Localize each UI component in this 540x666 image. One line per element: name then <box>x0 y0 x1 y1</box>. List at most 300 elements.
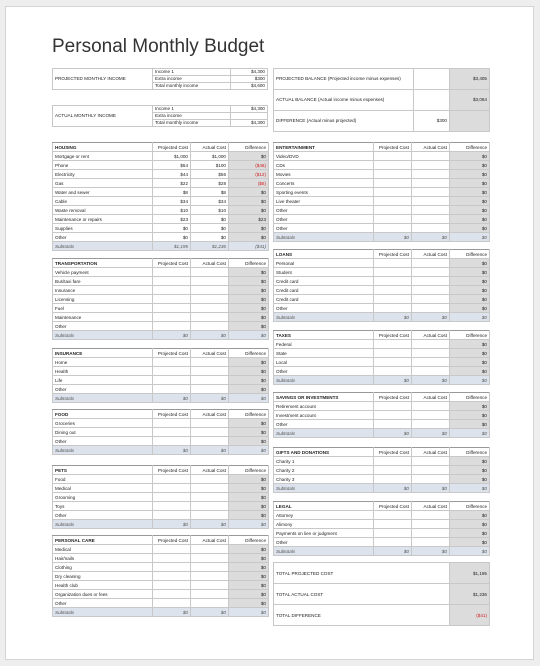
projected-cost-cell[interactable] <box>153 268 191 277</box>
projected-cost-cell[interactable]: $0 <box>153 224 191 233</box>
actual-cost-cell[interactable]: $56 <box>191 170 229 179</box>
balance-summary <box>273 68 490 132</box>
section-title: INSURANCE <box>53 349 153 358</box>
difference-cell: $0 <box>450 538 490 547</box>
summary-row-label: Total monthly income <box>153 120 231 127</box>
column-header: Difference <box>229 349 269 358</box>
actual-cost-cell[interactable] <box>412 170 450 179</box>
difference-cell: $0 <box>229 322 269 331</box>
item-label: Dining out <box>53 428 153 437</box>
subtotal-row <box>274 484 490 493</box>
projected-cost-cell[interactable]: $10 <box>153 206 191 215</box>
actual-cost-cell[interactable] <box>191 484 229 493</box>
projected-cost-cell[interactable] <box>153 502 191 511</box>
projected-cost-cell[interactable] <box>374 420 412 429</box>
projected-cost-cell[interactable] <box>153 277 191 286</box>
subtotal-value: $0 <box>412 233 450 242</box>
projected-cost-cell[interactable] <box>374 349 412 358</box>
actual-cost-cell[interactable] <box>412 511 450 520</box>
actual-cost-cell[interactable] <box>412 197 450 206</box>
projected-cost-cell[interactable] <box>374 402 412 411</box>
projected-cost-cell[interactable] <box>374 215 412 224</box>
actual-cost-cell[interactable]: $10 <box>191 206 229 215</box>
difference-value <box>450 111 490 132</box>
actual-cost-cell[interactable] <box>412 340 450 349</box>
projected-cost-cell[interactable] <box>374 206 412 215</box>
projected-cost-cell[interactable] <box>153 581 191 590</box>
subtotal-value: $0 <box>374 233 412 242</box>
difference-cell: $0 <box>450 340 490 349</box>
projected-cost-cell[interactable] <box>153 286 191 295</box>
item-label: Local <box>274 358 374 367</box>
column-header: Actual Cost <box>412 448 450 457</box>
subtotal-value: $0 <box>450 484 490 493</box>
actual-cost-cell[interactable] <box>191 286 229 295</box>
projected-cost-cell[interactable] <box>374 277 412 286</box>
projected-cost-cell[interactable] <box>374 457 412 466</box>
column-header: Difference <box>229 143 269 152</box>
column-header: Actual Cost <box>191 259 229 268</box>
subtotal-value: $0 <box>153 446 191 455</box>
summary-row-value[interactable]: $4,300 <box>231 69 268 76</box>
difference-cell: $0 <box>229 590 269 599</box>
subtotal-value: ($41) <box>229 242 269 251</box>
projected-cost-cell[interactable]: $23 <box>153 215 191 224</box>
projected-cost-cell[interactable] <box>374 304 412 313</box>
column-header: Difference <box>450 502 490 511</box>
table-row <box>274 152 490 161</box>
subtotal-label: Subtotals <box>53 394 153 403</box>
subtotal-value: $0 <box>450 429 490 438</box>
item-label: Other <box>274 215 374 224</box>
subtotal-value: $0 <box>229 608 269 617</box>
subtotal-label: Subtotals <box>53 608 153 617</box>
actual-cost-cell[interactable] <box>412 457 450 466</box>
projected-cost-cell[interactable] <box>374 529 412 538</box>
subtotal-label: Subtotals <box>53 331 153 340</box>
actual-cost-cell[interactable] <box>412 286 450 295</box>
actual-cost-cell[interactable] <box>412 402 450 411</box>
subtotal-label: Subtotals <box>53 520 153 529</box>
subtotal-value: $0 <box>374 429 412 438</box>
section-title: GIFTS AND DONATIONS <box>274 448 374 457</box>
projected-cost-cell[interactable]: $0 <box>153 233 191 242</box>
actual-cost-cell[interactable] <box>191 437 229 446</box>
summary-row-value[interactable] <box>231 113 268 120</box>
table-row <box>53 179 269 188</box>
table-row <box>53 484 269 493</box>
item-label: Credit card <box>274 295 374 304</box>
projected-cost-cell[interactable] <box>374 268 412 277</box>
actual-cost-cell[interactable]: $28 <box>191 179 229 188</box>
summary-row-value[interactable]: $4,300 <box>231 120 268 127</box>
actual-cost-cell[interactable] <box>191 295 229 304</box>
subtotal-value: $0 <box>229 331 269 340</box>
projected-cost-cell[interactable] <box>153 322 191 331</box>
table-row <box>53 224 269 233</box>
projected-cost-cell[interactable] <box>374 520 412 529</box>
column-header: Projected Cost <box>374 331 412 340</box>
page-title: Personal Monthly Budget <box>52 36 265 57</box>
projected-cost-cell[interactable] <box>153 554 191 563</box>
table-row <box>274 286 490 295</box>
table-row <box>274 277 490 286</box>
difference-cell: ($46) <box>229 161 269 170</box>
projected-cost-cell[interactable] <box>374 358 412 367</box>
actual-cost-cell[interactable] <box>412 224 450 233</box>
actual-cost-cell[interactable] <box>191 367 229 376</box>
table-row <box>53 511 269 520</box>
column-header: Difference <box>229 259 269 268</box>
difference-cell: $0 <box>229 286 269 295</box>
table-row <box>53 188 269 197</box>
projected-cost-cell[interactable] <box>153 367 191 376</box>
subtotal-value: $0 <box>450 233 490 242</box>
actual-cost-cell[interactable] <box>412 277 450 286</box>
item-label: Credit card <box>274 286 374 295</box>
difference-cell: $0 <box>450 466 490 475</box>
column-header: Projected Cost <box>153 259 191 268</box>
projected-cost-cell[interactable]: $44 <box>153 170 191 179</box>
item-label: Credit card <box>274 277 374 286</box>
column-header: Projected Cost <box>153 349 191 358</box>
item-label: CDs <box>274 161 374 170</box>
actual-cost-cell[interactable] <box>412 161 450 170</box>
item-label: Alimony <box>274 520 374 529</box>
difference-cell: $0 <box>450 457 490 466</box>
actual-cost-cell[interactable] <box>412 358 450 367</box>
projected-cost-cell[interactable] <box>374 538 412 547</box>
projected-cost-cell[interactable] <box>374 511 412 520</box>
actual-cost-cell[interactable] <box>191 268 229 277</box>
projected-cost-cell[interactable]: $1,000 <box>153 152 191 161</box>
totals-table <box>273 562 490 626</box>
projected-cost-cell[interactable] <box>153 376 191 385</box>
actual-cost-cell[interactable] <box>412 152 450 161</box>
table-row <box>274 520 490 529</box>
actual-cost-cell[interactable] <box>191 313 229 322</box>
subtotal-row <box>274 376 490 385</box>
actual-cost-cell[interactable] <box>191 376 229 385</box>
item-label: Maintenance <box>53 313 153 322</box>
projected-cost-cell[interactable] <box>153 572 191 581</box>
table-row <box>274 411 490 420</box>
item-label: Water and sewer <box>53 188 153 197</box>
actual-cost-cell[interactable] <box>412 304 450 313</box>
projected-cost-cell[interactable]: $8 <box>153 188 191 197</box>
column-header: Projected Cost <box>374 448 412 457</box>
column-header: Projected Cost <box>374 502 412 511</box>
projected-cost-cell[interactable] <box>374 224 412 233</box>
actual-cost-cell[interactable] <box>412 188 450 197</box>
actual-cost-cell[interactable] <box>191 511 229 520</box>
table-row <box>53 428 269 437</box>
actual-cost-cell[interactable]: $34 <box>191 197 229 206</box>
projected-cost-cell[interactable] <box>374 259 412 268</box>
table-row <box>53 322 269 331</box>
difference-cell: $0 <box>229 419 269 428</box>
actual-cost-cell[interactable] <box>412 179 450 188</box>
section-title: LEGAL <box>274 502 374 511</box>
item-label: Payments on lien or judgment <box>274 529 374 538</box>
projected-cost-cell[interactable] <box>374 466 412 475</box>
budget-section-table <box>273 501 490 556</box>
item-label: Grooming <box>53 493 153 502</box>
actual-cost-cell[interactable] <box>191 277 229 286</box>
table-row <box>53 376 269 385</box>
difference-cell: $0 <box>229 502 269 511</box>
item-label: Vehicle payment <box>53 268 153 277</box>
projected-cost-cell[interactable] <box>374 286 412 295</box>
column-header: Difference <box>450 393 490 402</box>
item-label: Other <box>53 511 153 520</box>
item-label: Organization dues or fees <box>53 590 153 599</box>
item-label: Other <box>53 233 153 242</box>
projected-cost-cell[interactable] <box>153 385 191 394</box>
item-label: Live theater <box>274 197 374 206</box>
summary-label: PROJECTED MONTHLY INCOME <box>53 69 153 90</box>
difference-cell: $0 <box>229 511 269 520</box>
column-header: Difference <box>450 448 490 457</box>
item-label: Supplies <box>53 224 153 233</box>
projected-cost-cell[interactable] <box>153 599 191 608</box>
table-row <box>53 493 269 502</box>
table-row <box>274 179 490 188</box>
actual-cost-cell[interactable] <box>412 411 450 420</box>
actual-cost-cell[interactable] <box>191 475 229 484</box>
projected-cost-cell[interactable] <box>374 188 412 197</box>
difference-cell: $0 <box>450 286 490 295</box>
item-label: Student <box>274 268 374 277</box>
actual-cost-cell[interactable] <box>191 428 229 437</box>
subtotal-value: $0 <box>412 313 450 322</box>
item-label: Other <box>53 437 153 446</box>
subtotal-label: Subtotals <box>53 446 153 455</box>
actual-balance-label: ACTUAL BALANCE (Actual income minus expenses) <box>274 90 414 111</box>
table-row <box>274 367 490 376</box>
subtotal-label: Subtotals <box>274 547 374 556</box>
item-label: Fuel <box>53 304 153 313</box>
table-row <box>274 161 490 170</box>
subtotal-label: Subtotals <box>274 233 374 242</box>
subtotal-value: $1,195 <box>153 242 191 251</box>
difference-cell: $0 <box>450 529 490 538</box>
column-header: Actual Cost <box>191 466 229 475</box>
item-label: Medical <box>53 484 153 493</box>
table-row <box>53 286 269 295</box>
table-row <box>53 385 269 394</box>
difference-cell: $0 <box>450 259 490 268</box>
difference-cell: $0 <box>450 206 490 215</box>
table-row <box>53 233 269 242</box>
actual-cost-cell[interactable] <box>191 502 229 511</box>
total-actual-label: TOTAL ACTUAL COST <box>274 584 450 605</box>
actual-cost-cell[interactable]: $0 <box>191 233 229 242</box>
projected-cost-cell[interactable] <box>153 295 191 304</box>
subtotal-value: $0 <box>374 484 412 493</box>
actual-cost-cell[interactable] <box>412 466 450 475</box>
difference-cell: $0 <box>450 161 490 170</box>
summary-row-value[interactable]: $4,300 <box>231 106 268 113</box>
projected-cost-cell[interactable]: $54 <box>153 161 191 170</box>
actual-cost-cell[interactable] <box>191 385 229 394</box>
table-row <box>53 545 269 554</box>
summary-row-value[interactable]: $4,600 <box>231 83 268 90</box>
actual-cost-cell[interactable] <box>191 554 229 563</box>
budget-section-table <box>52 142 269 251</box>
item-label: Home <box>53 358 153 367</box>
item-label: Licensing <box>53 295 153 304</box>
projected-cost-cell[interactable] <box>374 170 412 179</box>
subtotal-label: Subtotals <box>274 429 374 438</box>
table-row <box>274 466 490 475</box>
actual-cost-cell[interactable]: $1,000 <box>191 152 229 161</box>
subtotal-value: $0 <box>374 547 412 556</box>
projected-cost-cell[interactable] <box>153 475 191 484</box>
actual-cost-cell[interactable] <box>412 206 450 215</box>
projected-cost-cell[interactable] <box>153 313 191 322</box>
actual-cost-cell[interactable] <box>412 475 450 484</box>
table-row <box>53 367 269 376</box>
projected-cost-cell[interactable] <box>153 563 191 572</box>
column-header: Actual Cost <box>191 143 229 152</box>
actual-cost-cell[interactable] <box>191 572 229 581</box>
projected-cost-cell[interactable] <box>374 475 412 484</box>
actual-cost-cell[interactable]: $0 <box>191 215 229 224</box>
projected-cost-cell[interactable] <box>153 590 191 599</box>
projected-cost-cell[interactable] <box>374 367 412 376</box>
projected-cost-cell[interactable]: $34 <box>153 197 191 206</box>
actual-cost-cell[interactable] <box>191 419 229 428</box>
actual-cost-cell[interactable]: $100 <box>191 161 229 170</box>
actual-cost-cell[interactable] <box>412 538 450 547</box>
difference-cell: $0 <box>450 420 490 429</box>
actual-cost-cell[interactable] <box>412 529 450 538</box>
difference-cell: $0 <box>229 572 269 581</box>
actual-cost-cell[interactable] <box>412 349 450 358</box>
item-label: Groceries <box>53 419 153 428</box>
subtotal-value: $0 <box>191 520 229 529</box>
actual-income-summary <box>52 105 268 127</box>
table-row <box>53 475 269 484</box>
actual-cost-cell[interactable]: $0 <box>191 224 229 233</box>
actual-cost-cell[interactable] <box>191 358 229 367</box>
actual-cost-cell[interactable] <box>412 420 450 429</box>
table-row <box>274 402 490 411</box>
projected-cost-cell[interactable] <box>374 197 412 206</box>
actual-cost-cell[interactable] <box>191 590 229 599</box>
actual-cost-cell[interactable] <box>412 295 450 304</box>
actual-cost-cell[interactable] <box>412 367 450 376</box>
projected-cost-cell[interactable] <box>153 511 191 520</box>
column-header: Projected Cost <box>153 143 191 152</box>
table-row <box>53 197 269 206</box>
table-row <box>53 295 269 304</box>
projected-balance-label: PROJECTED BALANCE (Projected income minus expenses) <box>274 69 414 90</box>
projected-cost-cell[interactable] <box>153 419 191 428</box>
item-label: State <box>274 349 374 358</box>
actual-cost-cell[interactable] <box>191 563 229 572</box>
projected-cost-cell[interactable] <box>153 493 191 502</box>
subtotal-row <box>53 394 269 403</box>
subtotal-label: Subtotals <box>274 376 374 385</box>
difference-cell: $0 <box>229 545 269 554</box>
actual-cost-cell[interactable] <box>191 304 229 313</box>
column-header: Projected Cost <box>153 410 191 419</box>
projected-cost-cell[interactable] <box>153 358 191 367</box>
difference-cell: $0 <box>229 233 269 242</box>
item-label: Cable <box>53 197 153 206</box>
difference-cell: $0 <box>229 493 269 502</box>
table-row <box>53 206 269 215</box>
actual-cost-cell[interactable] <box>412 215 450 224</box>
summary-row-label: Total monthly income <box>153 83 231 90</box>
difference-cell: $0 <box>229 563 269 572</box>
table-row <box>53 161 269 170</box>
difference-cell: $0 <box>450 367 490 376</box>
subtotal-row <box>274 429 490 438</box>
total-difference-label: TOTAL DIFFERENCE <box>274 605 450 626</box>
projected-cost-cell[interactable] <box>374 295 412 304</box>
column-header: Actual Cost <box>191 410 229 419</box>
projected-cost-cell[interactable] <box>153 304 191 313</box>
projected-cost-cell[interactable] <box>153 428 191 437</box>
table-row <box>274 349 490 358</box>
actual-cost-cell[interactable] <box>191 599 229 608</box>
projected-cost-cell[interactable] <box>374 152 412 161</box>
projected-cost-cell[interactable] <box>374 411 412 420</box>
table-row <box>53 572 269 581</box>
actual-cost-cell[interactable] <box>191 581 229 590</box>
actual-cost-cell[interactable] <box>191 322 229 331</box>
projected-cost-cell[interactable] <box>153 484 191 493</box>
difference-cell: $0 <box>450 411 490 420</box>
item-label: Insurance <box>53 286 153 295</box>
projected-cost-cell[interactable] <box>153 545 191 554</box>
actual-cost-cell[interactable] <box>191 493 229 502</box>
item-label: Life <box>53 376 153 385</box>
projected-cost-cell[interactable]: $22 <box>153 179 191 188</box>
actual-cost-cell[interactable] <box>412 520 450 529</box>
projected-cost-cell[interactable] <box>374 179 412 188</box>
table-row <box>53 313 269 322</box>
section-title: TAXES <box>274 331 374 340</box>
actual-cost-cell[interactable] <box>191 545 229 554</box>
column-header: Difference <box>450 250 490 259</box>
table-row <box>274 259 490 268</box>
actual-cost-cell[interactable] <box>412 259 450 268</box>
difference-cell: $0 <box>450 475 490 484</box>
subtotal-value: $0 <box>191 331 229 340</box>
actual-cost-cell[interactable]: $8 <box>191 188 229 197</box>
table-row <box>274 268 490 277</box>
projected-cost-cell[interactable] <box>374 161 412 170</box>
table-row <box>274 420 490 429</box>
difference-cell: $0 <box>450 197 490 206</box>
difference-cell: $0 <box>229 268 269 277</box>
difference-cell: $0 <box>450 170 490 179</box>
table-row <box>274 475 490 484</box>
difference-cell: $0 <box>229 428 269 437</box>
projected-cost-cell[interactable] <box>153 437 191 446</box>
actual-cost-cell[interactable] <box>412 268 450 277</box>
difference-cell: $0 <box>450 511 490 520</box>
difference-cell: $0 <box>229 437 269 446</box>
summary-row-value[interactable]: $300 <box>231 76 268 83</box>
table-row <box>53 563 269 572</box>
projected-cost-cell[interactable] <box>374 340 412 349</box>
difference-cell: $0 <box>450 268 490 277</box>
